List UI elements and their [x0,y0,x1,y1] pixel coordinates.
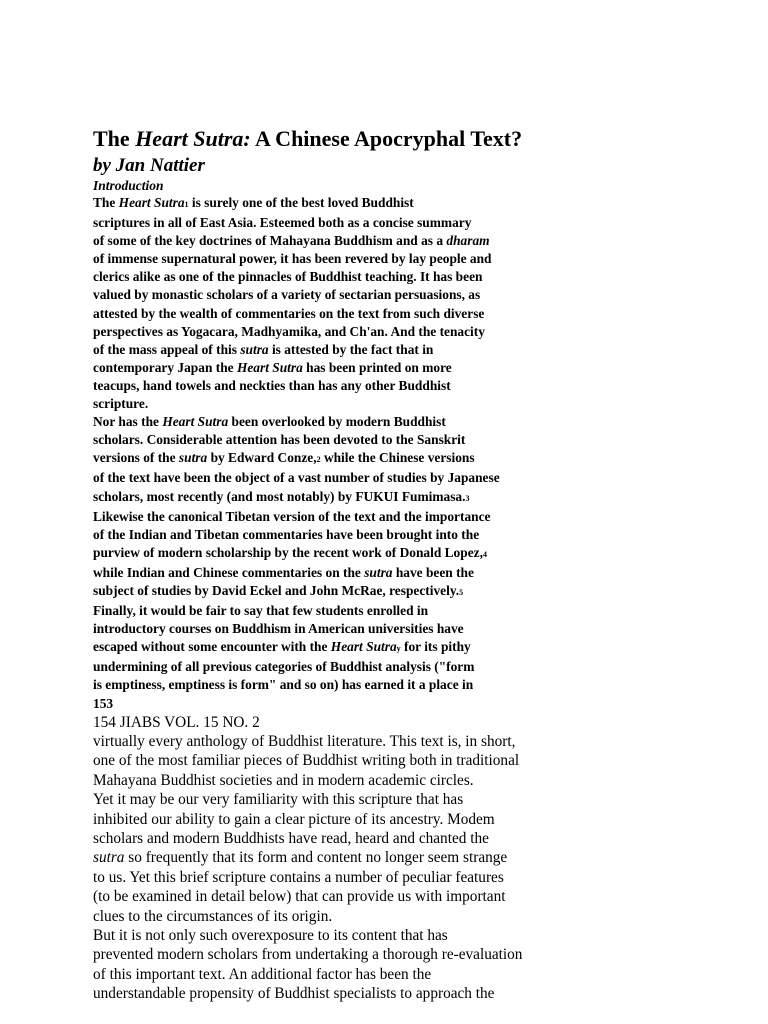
text-line [93,887,573,906]
title-text-italic: Heart Sutra: [135,126,251,151]
text-line [93,305,573,323]
text-segment: valued by monastic scholars of a variety of sectarian persuasions, as [93,287,481,303]
running-header: 154 JIABS VOL. 15 NO. 2 [93,713,260,731]
text-line [93,751,573,770]
text-segment: attested by the wealth of commentaries on the text from such diverse [93,305,485,321]
text-line [93,848,573,867]
text-line [93,214,573,232]
text-line [93,984,573,1003]
text-line [93,810,573,829]
text-line [93,395,573,413]
text-segment: Heart Sutra [118,195,185,210]
text-segment: The [93,195,119,210]
regular-paragraphs [93,732,573,1004]
text-line [93,377,573,395]
text-segment: for its pithy [400,639,471,655]
text-line [93,771,573,790]
text-line [93,431,573,449]
text-segment: perspectives as Yogacara, Madhyamika, and Ch'an. And the tenacity [93,323,485,339]
text-segment: inhibited our ability to gain a clear picture of its ancestry. Modem [93,810,495,828]
text-segment: teacups, hand towels and neckties than has any other Buddhist [93,377,451,393]
text-segment: by Edward Conze, [207,450,317,466]
text-segment: scholars, most recently (and most notably) by FUKUI Fumimasa. [93,488,466,504]
footnote-marker: 3 [465,493,470,503]
text-line [93,526,573,544]
text-line [93,965,573,984]
text-segment: clues to the circumstances of its origin. [93,907,333,925]
text-segment: virtually every anthology of Buddhist literature. This text is, in short, [93,732,516,750]
text-segment: Nor has the [93,414,163,430]
text-line [93,945,573,964]
text-segment: to us. Yet this brief scripture contains a number of peculiar features [93,868,504,886]
text-line [93,488,573,508]
text-segment: escaped without some encounter with the [93,639,331,655]
text-line [93,232,573,250]
text-segment: of some of the key doctrines of Mahayana Buddhism and as a [93,233,447,249]
text-line [93,250,573,268]
text-line [93,544,573,564]
footnote-marker: 5 [459,587,464,597]
title-text-pre: The [93,126,136,151]
text-segment: Likewise the canonical Tibetan version of the text and the importance [93,508,491,524]
text-line [93,286,573,304]
document-page [93,124,573,1004]
text-segment: while the Chinese versions [320,450,475,466]
text-segment: sutra [178,450,208,466]
text-line [93,620,573,638]
text-line [93,638,573,658]
text-line [93,658,573,676]
text-segment: is surely one of the best loved Buddhist [188,195,414,210]
text-line [93,582,573,602]
text-line [93,829,573,848]
text-segment: clerics alike as one of the pinnacles of Buddhist teaching. It has been [93,269,483,285]
text-segment: been overlooked by modern Buddhist [228,414,446,430]
text-segment: versions of the [93,450,179,466]
text-segment: But it is not only such overexposure to its content that has [93,927,448,944]
text-segment: Heart Sutra [236,359,303,375]
text-segment: of immense supernatural power, it has been revered by lay people and [93,251,492,267]
text-line [93,564,573,582]
article-title [93,124,573,154]
text-segment: Mahayana Buddhist societies and in modern academic circles. [93,771,474,789]
text-segment: contemporary Japan the [93,359,237,375]
text-segment: purview of modern scholarship by the recent work of Donald Lopez, [93,544,483,560]
text-line [93,359,573,377]
text-segment: sutra [364,564,393,580]
text-line [93,469,573,487]
text-segment: while Indian and Chinese commentaries on the [93,564,365,580]
text-line [93,508,573,526]
section-heading: Introduction [93,178,164,193]
footnote-marker: 2 [316,455,321,465]
text-segment: undermining of all previous categories of Buddhist analysis ("form [93,659,475,675]
title-text-post: A Chinese Apocryphal Text? [250,126,523,151]
text-line [93,676,573,694]
text-segment: sutra [240,341,269,357]
text-line [93,449,573,469]
text-segment: understandable propensity of Buddhist specialists to approach the [93,985,495,1003]
text-line [93,194,573,214]
author-byline: by Jan Nattier [93,155,205,176]
text-segment: scholars and modern Buddhists have read, heard and chanted the [93,829,489,847]
text-segment: is attested by the fact that in [268,341,434,357]
text-segment: Heart Sutra [162,414,229,430]
text-segment: Finally, it would be fair to say that few students enrolled in [93,603,429,619]
text-line [93,268,573,286]
text-line [93,926,573,945]
text-segment: has been printed on more [302,359,452,375]
text-line [93,413,573,431]
page-number: 153 [93,695,114,711]
text-line [93,732,573,751]
text-segment: have been the [392,564,474,580]
text-segment: Yet it may be our very familiarity with this scripture that has [93,791,464,809]
bold-paragraphs [93,194,573,695]
footnote-marker: 4 [482,549,487,559]
text-segment: (to be examined in detail below) that can provide us with important [93,888,506,906]
text-line [93,868,573,887]
text-segment: introductory courses on Buddhism in American universities have [93,621,464,637]
text-segment: dharam [446,233,490,249]
text-segment: scriptures in all of East Asia. Esteemed both as a concise summary [93,215,472,231]
text-segment: so frequently that its form and content no longer seem strange [124,849,508,867]
footnote-marker: 1 [184,200,189,209]
text-segment: scripture. [93,396,149,412]
text-segment: of the mass appeal of this [93,341,241,357]
text-line [93,323,573,341]
text-segment: is emptiness, emptiness is form" and so on) has earned it a place in [93,677,474,693]
text-segment: one of the most familiar pieces of Buddhist writing both in traditional [93,752,520,770]
text-line [93,790,573,809]
text-segment: of the Indian and Tibetan commentaries have been brought into the [93,526,480,542]
text-segment: of the text have been the object of a vast number of studies by Japanese [93,470,500,486]
text-segment: of this important text. An additional factor has been the [93,965,432,983]
text-segment: subject of studies by David Eckel and John McRae, respectively. [93,582,460,598]
footnote-marker: y [396,644,401,654]
text-line [93,907,573,926]
text-line [93,341,573,359]
text-line [93,602,573,620]
text-segment: scholars. Considerable attention has been devoted to the Sanskrit [93,432,466,448]
text-segment: sutra [93,849,125,867]
text-segment: prevented modern scholars from undertaking a thorough re-evaluation [93,946,523,964]
text-segment: Heart Sutra [330,639,397,655]
